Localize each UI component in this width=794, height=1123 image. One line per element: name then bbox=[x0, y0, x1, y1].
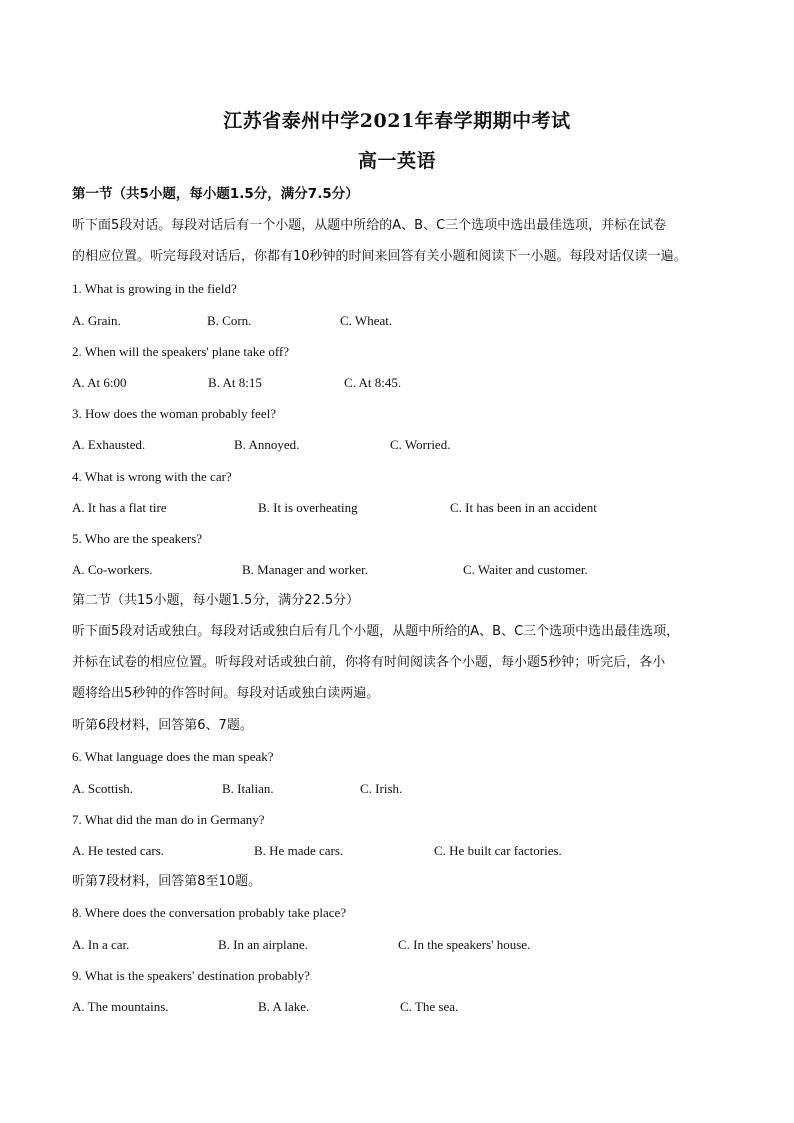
q6-option-b: B. Italian. bbox=[222, 781, 274, 796]
question-3: 3. How does the woman probably feel? bbox=[72, 406, 276, 421]
question-6: 6. What language does the man speak? bbox=[72, 749, 274, 764]
q4-option-a: A. It has a flat tire bbox=[72, 500, 167, 515]
q5-option-a: A. Co-workers. bbox=[72, 562, 153, 577]
question-9: 9. What is the speakers' destination probably? bbox=[72, 968, 310, 983]
q2-option-c: C. At 8:45. bbox=[344, 375, 402, 390]
part1-heading: 第一节（共5小题，每小题1.5分，满分7.5分） bbox=[72, 186, 359, 202]
q9-option-a: A. The mountains. bbox=[72, 999, 169, 1014]
q3-option-c: C. Worried. bbox=[390, 437, 451, 452]
q8-option-b: B. In an airplane. bbox=[218, 937, 308, 952]
q1-option-c: C. Wheat. bbox=[340, 313, 393, 328]
q7-option-b: B. He made cars. bbox=[254, 843, 344, 858]
q3-option-b: B. Annoyed. bbox=[234, 437, 300, 452]
exam-title: 江苏省泰州中学2021年春学期期中考试 bbox=[223, 110, 571, 132]
q6-option-a: A. Scottish. bbox=[72, 781, 134, 796]
q7-option-a: A. He tested cars. bbox=[72, 843, 165, 858]
part2-instruction-line: 题将给出5秒钟的作答时间。每段对话或独白读两遍。 bbox=[72, 686, 380, 701]
q3-option-a: A. Exhausted. bbox=[72, 437, 146, 452]
q4-option-c: C. It has been in an accident bbox=[450, 500, 597, 515]
question-4: 4. What is wrong with the car? bbox=[72, 469, 232, 484]
q9-option-b: B. A lake. bbox=[258, 999, 310, 1014]
q7-option-c: C. He built car factories. bbox=[434, 843, 562, 858]
part1-instruction-line: 听下面5段对话。每段对话后有一个小题，从题中所给的A、B、C三个选项中选出最佳选项，并标在试卷 bbox=[72, 218, 667, 233]
part2-heading: 第二节（共15小题，每小题1.5分，满分22.5分） bbox=[72, 593, 360, 608]
q4-option-b: B. It is overheating bbox=[258, 500, 358, 515]
part1-instruction-line: 的相应位置。听完每段对话后，你都有10秒钟的时间来回答有关小题和阅读下一小题。每段对话仅读一遍。 bbox=[72, 249, 687, 264]
exam-subtitle: 高一英语 bbox=[357, 150, 436, 172]
q2-option-a: A. At 6:00 bbox=[72, 375, 127, 390]
q1-option-a: A. Grain. bbox=[72, 313, 121, 328]
q8-option-c: C. In the speakers' house. bbox=[398, 937, 531, 952]
question-1: 1. What is growing in the field? bbox=[72, 281, 237, 296]
q5-option-c: C. Waiter and customer. bbox=[463, 562, 588, 577]
part2-instruction-line: 听下面5段对话或独白。每段对话或独白后有几个小题，从题中所给的A、B、C三个选项中选出最佳选项， bbox=[72, 624, 680, 639]
material-6-note: 听第6段材料，回答第6、7题。 bbox=[72, 718, 253, 733]
q8-option-a: A. In a car. bbox=[72, 937, 130, 952]
q2-option-b: B. At 8:15 bbox=[208, 375, 262, 390]
question-7: 7. What did the man do in Germany? bbox=[72, 812, 265, 827]
material-7-note: 听第7段材料，回答第8至10题。 bbox=[72, 874, 262, 889]
question-2: 2. When will the speakers' plane take off? bbox=[72, 344, 290, 359]
q9-option-c: C. The sea. bbox=[400, 999, 459, 1014]
part2-instruction-line: 并标在试卷的相应位置。听每段对话或独白前，你将有时间阅读各个小题，每小题5秒钟；听完后，各小 bbox=[72, 655, 666, 670]
question-5: 5. Who are the speakers? bbox=[72, 531, 203, 546]
q5-option-b: B. Manager and worker. bbox=[242, 562, 368, 577]
question-8: 8. Where does the conversation probably take place? bbox=[72, 905, 347, 920]
q6-option-c: C. Irish. bbox=[360, 781, 403, 796]
q1-option-b: B. Corn. bbox=[207, 313, 252, 328]
